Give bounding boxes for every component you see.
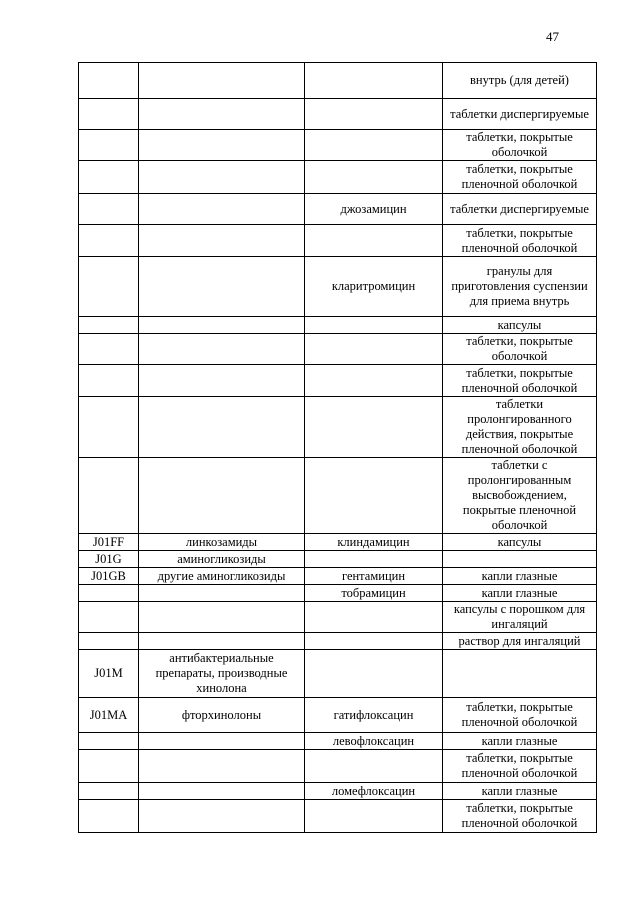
table-row <box>79 602 597 633</box>
atc-code-cell <box>79 633 139 650</box>
table-row <box>79 783 597 800</box>
group-name-cell <box>139 800 305 833</box>
drug-name-cell: джозамицин <box>305 194 443 225</box>
table-row <box>79 334 597 365</box>
table-row <box>79 130 597 161</box>
dosage-form-cell: капсулы <box>443 317 597 334</box>
atc-code-cell <box>79 130 139 161</box>
group-name-cell <box>139 602 305 633</box>
group-name-cell: антибактериальные препараты, производные хинолона <box>139 650 305 698</box>
atc-code-cell: J01M <box>79 650 139 698</box>
dosage-form-cell: капли глазные <box>443 585 597 602</box>
dosage-form-cell: капсулы <box>443 534 597 551</box>
table-row <box>79 458 597 534</box>
atc-code-cell <box>79 458 139 534</box>
drug-name-cell: клиндамицин <box>305 534 443 551</box>
table-row <box>79 161 597 194</box>
dosage-form-cell: таблетки, покрытые пленочной оболочкой <box>443 750 597 783</box>
group-name-cell: фторхинолоны <box>139 698 305 733</box>
drug-name-cell <box>305 63 443 99</box>
table-row <box>79 225 597 257</box>
table-row <box>79 568 597 585</box>
atc-code-cell <box>79 334 139 365</box>
group-name-cell <box>139 194 305 225</box>
dosage-form-cell: капсулы с порошком для ингаляций <box>443 602 597 633</box>
page-number: 47 <box>546 29 559 44</box>
group-name-cell <box>139 99 305 130</box>
atc-code-cell <box>79 63 139 99</box>
table-row <box>79 317 597 334</box>
dosage-form-cell: таблетки, покрытые оболочкой <box>443 130 597 161</box>
table-row <box>79 365 597 397</box>
dosage-form-cell: таблетки диспергируемые <box>443 194 597 225</box>
dosage-form-cell: гранулы для приготовления суспензии для приема внутрь <box>443 257 597 317</box>
drug-name-cell <box>305 750 443 783</box>
atc-code-cell: J01G <box>79 551 139 568</box>
group-name-cell <box>139 257 305 317</box>
dosage-form-cell: таблетки диспергируемые <box>443 99 597 130</box>
drug-name-cell <box>305 225 443 257</box>
dosage-form-cell: таблетки, покрытые оболочкой <box>443 334 597 365</box>
dosage-form-cell <box>443 551 597 568</box>
drug-name-cell: ломефлоксацин <box>305 783 443 800</box>
drug-name-cell <box>305 551 443 568</box>
drug-table-body <box>79 63 597 833</box>
drug-name-cell: тобрамицин <box>305 585 443 602</box>
dosage-form-cell: таблетки, покрытые пленочной оболочкой <box>443 161 597 194</box>
drug-name-cell <box>305 99 443 130</box>
atc-code-cell: J01GB <box>79 568 139 585</box>
atc-code-cell <box>79 365 139 397</box>
atc-code-cell <box>79 161 139 194</box>
table-row <box>79 551 597 568</box>
drug-name-cell <box>305 633 443 650</box>
table-row <box>79 99 597 130</box>
atc-code-cell <box>79 397 139 458</box>
drug-table <box>78 62 597 833</box>
dosage-form-cell: таблетки, покрытые пленочной оболочкой <box>443 365 597 397</box>
atc-code-cell <box>79 750 139 783</box>
group-name-cell <box>139 750 305 783</box>
dosage-form-cell: капли глазные <box>443 783 597 800</box>
table-row <box>79 633 597 650</box>
drug-name-cell <box>305 650 443 698</box>
group-name-cell <box>139 458 305 534</box>
table-row <box>79 800 597 833</box>
drug-name-cell <box>305 317 443 334</box>
group-name-cell <box>139 63 305 99</box>
drug-name-cell: левофлоксацин <box>305 733 443 750</box>
table-row <box>79 63 597 99</box>
dosage-form-cell: таблетки пролонгированного действия, покрытые пленочной оболочкой <box>443 397 597 458</box>
group-name-cell <box>139 633 305 650</box>
group-name-cell <box>139 334 305 365</box>
dosage-form-cell: таблетки, покрытые пленочной оболочкой <box>443 800 597 833</box>
table-row <box>79 397 597 458</box>
drug-name-cell <box>305 458 443 534</box>
group-name-cell: линкозамиды <box>139 534 305 551</box>
atc-code-cell <box>79 257 139 317</box>
group-name-cell <box>139 130 305 161</box>
group-name-cell <box>139 733 305 750</box>
atc-code-cell <box>79 194 139 225</box>
atc-code-cell: J01MA <box>79 698 139 733</box>
group-name-cell <box>139 225 305 257</box>
drug-name-cell <box>305 161 443 194</box>
drug-name-cell: кларитромицин <box>305 257 443 317</box>
drug-name-cell <box>305 365 443 397</box>
atc-code-cell <box>79 733 139 750</box>
table-row <box>79 698 597 733</box>
table-row <box>79 194 597 225</box>
group-name-cell <box>139 317 305 334</box>
dosage-form-cell: раствор для ингаляций <box>443 633 597 650</box>
dosage-form-cell: таблетки с пролонгированным высвобождением, покрытые пленочной оболочкой <box>443 458 597 534</box>
table-row <box>79 257 597 317</box>
dosage-form-cell: капли глазные <box>443 733 597 750</box>
dosage-form-cell: таблетки, покрытые пленочной оболочкой <box>443 698 597 733</box>
atc-code-cell <box>79 317 139 334</box>
drug-name-cell: гентамицин <box>305 568 443 585</box>
table-row <box>79 534 597 551</box>
dosage-form-cell: капли глазные <box>443 568 597 585</box>
table-row <box>79 750 597 783</box>
group-name-cell <box>139 397 305 458</box>
drug-name-cell <box>305 602 443 633</box>
drug-name-cell <box>305 397 443 458</box>
atc-code-cell <box>79 800 139 833</box>
group-name-cell: аминогликозиды <box>139 551 305 568</box>
atc-code-cell <box>79 99 139 130</box>
drug-name-cell <box>305 130 443 161</box>
atc-code-cell <box>79 783 139 800</box>
drug-name-cell <box>305 800 443 833</box>
dosage-form-cell <box>443 650 597 698</box>
atc-code-cell <box>79 585 139 602</box>
dosage-form-cell: внутрь (для детей) <box>443 63 597 99</box>
dosage-form-cell: таблетки, покрытые пленочной оболочкой <box>443 225 597 257</box>
group-name-cell: другие аминогликозиды <box>139 568 305 585</box>
table-row <box>79 650 597 698</box>
drug-name-cell <box>305 334 443 365</box>
atc-code-cell <box>79 225 139 257</box>
group-name-cell <box>139 783 305 800</box>
atc-code-cell <box>79 602 139 633</box>
table-row <box>79 733 597 750</box>
group-name-cell <box>139 161 305 194</box>
atc-code-cell: J01FF <box>79 534 139 551</box>
group-name-cell <box>139 365 305 397</box>
drug-name-cell: гатифлоксацин <box>305 698 443 733</box>
table-row <box>79 585 597 602</box>
group-name-cell <box>139 585 305 602</box>
